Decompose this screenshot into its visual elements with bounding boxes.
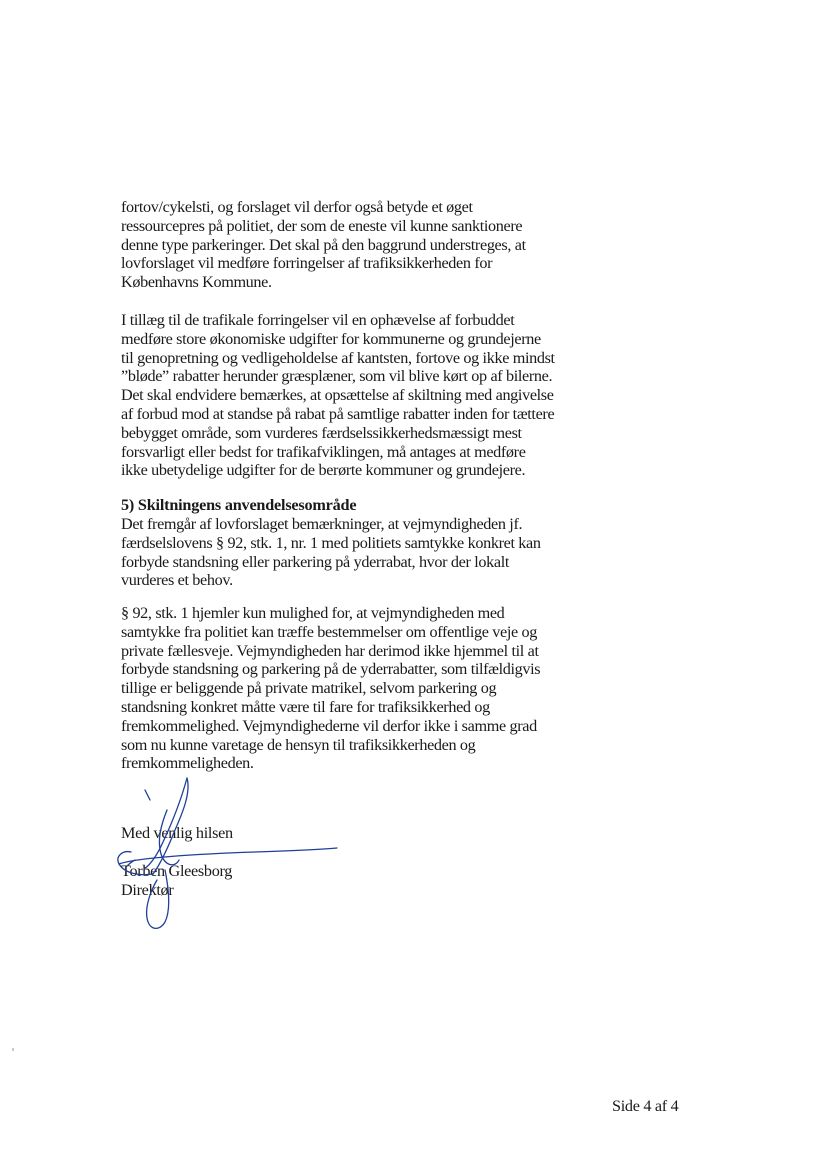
text-line: samtykke fra politiet kan træffe bestemmelser om offentlige veje og <box>121 622 538 641</box>
closing-greeting: Med venlig hilsen <box>121 824 233 842</box>
text-line: tillige er beliggende på private matrikel, selvom parkering og <box>121 679 497 698</box>
text-line: fortov/cykelsti, og forslaget vil derfor også betyde et øget <box>121 198 473 216</box>
text-line: private fællesveje. Vejmyndigheden har derimod ikke hjemmel til at <box>121 641 539 660</box>
text-line: fremkommeligheden. <box>121 754 254 773</box>
text-line: bebygget område, som vurderes færdselssikkerhedsmæssigt mest <box>121 423 522 442</box>
paragraph-1 <box>121 198 591 292</box>
text-line: forsvarligt eller bedst for trafikafviklingen, må antages at medføre <box>121 442 526 461</box>
text-line: § 92, stk. 1 hjemler kun mulighed for, at vejmyndigheden med <box>121 604 505 622</box>
section-5-paragraph-2 <box>121 604 591 773</box>
signer-title: Direktør <box>121 881 174 899</box>
text-line: af forbud mod at standse på rabat på samtlige rabatter inden for tættere <box>121 404 555 423</box>
text-line: fremkommelighed. Vejmyndighederne vil derfor ikke i samme grad <box>121 716 537 735</box>
signer-name: Torben Gleesborg <box>121 862 233 880</box>
text-line: vurderes et behov. <box>121 571 233 590</box>
text-line: Det fremgår af lovforslaget bemærkninger, at vejmyndigheden jf. <box>121 515 523 533</box>
scan-speck <box>12 1048 14 1051</box>
text-line: denne type parkeringer. Det skal på den baggrund understreges, at <box>121 235 526 254</box>
section-5-paragraph-1 <box>121 515 591 590</box>
text-line: lovforslaget vil medføre forringelser af trafiksikkerheden for <box>121 254 493 273</box>
text-line: Københavns Kommune. <box>121 273 272 292</box>
text-line: standsning konkret måtte være til fare for trafiksikkerhed og <box>121 697 490 716</box>
paragraph-2 <box>121 311 591 480</box>
handwritten-signature <box>105 770 355 940</box>
text-line: færdselslovens § 92, stk. 1, nr. 1 med politiets samtykke konkret kan <box>121 533 541 552</box>
section-heading: 5) Skiltningens anvendelsesområde <box>121 496 357 514</box>
page-number: Side 4 af 4 <box>612 1097 679 1115</box>
text-line: ikke ubetydelige udgifter for de berørte kommuner og grundejere. <box>121 461 526 480</box>
text-line: ”bløde” rabatter herunder græsplæner, som vil blive kørt op af bilerne. <box>121 367 553 386</box>
text-line: forbyde standsning eller parkering på yderrabat, hvor der lokalt <box>121 552 509 571</box>
text-line: forbyde standsning og parkering på de yderrabatter, som tilfældigvis <box>121 660 541 679</box>
text-line: Det skal endvidere bemærkes, at opsættelse af skiltning med angivelse <box>121 386 554 405</box>
text-line: medføre store økonomiske udgifter for kommunerne og grundejerne <box>121 329 541 348</box>
text-line: ressourcepres på politiet, der som de eneste vil kunne sanktionere <box>121 216 523 235</box>
text-line: som nu kunne varetage de hensyn til trafiksikkerheden og <box>121 735 476 754</box>
text-line: I tillæg til de trafikale forringelser vil en ophævelse af forbuddet <box>121 311 515 329</box>
text-line: til genopretning og vedligeholdelse af kantsten, fortove og ikke mindst <box>121 348 555 367</box>
